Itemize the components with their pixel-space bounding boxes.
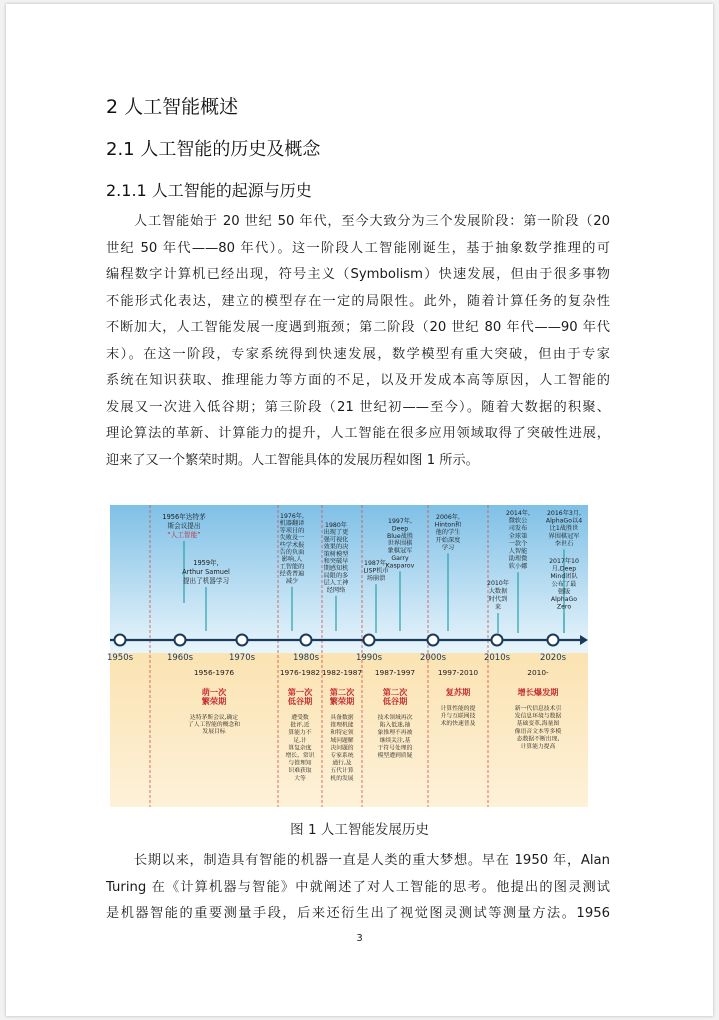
event-text: 1997年, bbox=[388, 518, 412, 525]
event-text: 出现了更 bbox=[323, 529, 349, 537]
heading-section: 2.1 人工智能的历史及概念 bbox=[106, 139, 321, 160]
event-text: 软小娜 bbox=[508, 563, 528, 571]
event-text: 些学术报 bbox=[279, 541, 305, 549]
event-text: 1987年, bbox=[364, 560, 388, 567]
period-desc: 发展目标 bbox=[202, 729, 226, 735]
text-line: 编程数字计算机已经出现，符号主义（Symbolism）快速发展，但由于很多事物 bbox=[106, 267, 610, 282]
period-desc: 识难获取 bbox=[288, 768, 312, 775]
decade-label: 2020s bbox=[539, 653, 567, 663]
decade-node bbox=[237, 635, 248, 646]
period-desc: 了人工智能的概念和 bbox=[187, 722, 241, 728]
event-text: 比1战胜世 bbox=[549, 525, 579, 533]
period-desc: 像语音文本等多模 bbox=[514, 728, 562, 735]
event-item bbox=[386, 517, 415, 569]
period-name: 第一次 bbox=[287, 687, 313, 697]
period-name: 萌一次 bbox=[201, 687, 227, 697]
period-desc: 术的快速普及 bbox=[440, 721, 476, 728]
event-text: 界围棋冠军 bbox=[548, 532, 580, 540]
period-desc: 新一代信息技术引 bbox=[514, 706, 562, 712]
period-desc: 大等 bbox=[294, 775, 306, 782]
event-text: 1956年达特茅 bbox=[162, 513, 206, 521]
period-years: 1987-1997 bbox=[374, 668, 416, 677]
period-desc: 达特茅斯会议,确定 bbox=[189, 715, 239, 721]
period-desc: 批评,近 bbox=[290, 722, 310, 729]
period-desc: 和特定领 bbox=[330, 730, 354, 737]
event-text: 象棋冠军 bbox=[387, 547, 413, 555]
event-item bbox=[280, 512, 305, 585]
period-years: 2010- bbox=[527, 668, 549, 677]
event-text: 世界围棋 bbox=[387, 540, 413, 548]
heading-subsection: 2.1.1 人工智能的起源与历史 bbox=[106, 181, 312, 200]
event-text: 微软公 bbox=[508, 517, 528, 525]
event-text: 2014年, bbox=[506, 510, 530, 517]
event-text: 强版 bbox=[557, 588, 571, 596]
event-item bbox=[324, 521, 350, 594]
period-desc: 具备数据 bbox=[330, 715, 354, 721]
decade-node bbox=[492, 635, 503, 646]
text-line: 末）。在这一阶段，专家系统得到快速发展，数学模型有重大突破，但由于专家 bbox=[106, 346, 610, 362]
event-text: 开始深度 bbox=[435, 536, 461, 544]
decade-node bbox=[548, 635, 559, 646]
event-text: 局限的多 bbox=[323, 572, 349, 580]
period-desc: 技术领域再次 bbox=[377, 715, 413, 721]
period-desc: 陷入低迷,抽 bbox=[379, 722, 411, 729]
event-text: 一款个 bbox=[508, 540, 528, 548]
period-name: 繁荣期 bbox=[329, 696, 355, 706]
event-text: 1976年, bbox=[280, 513, 304, 520]
page-number: 3 bbox=[356, 933, 363, 944]
event-text: LISP机市 bbox=[363, 567, 389, 575]
event-text: 他的学生 bbox=[435, 529, 461, 537]
event-text: 月,Deep bbox=[551, 565, 577, 573]
decade-label: 2010s bbox=[483, 653, 511, 663]
event-text: 策树模型 bbox=[323, 550, 349, 558]
event-text: “人工智能” bbox=[167, 531, 201, 539]
text-line: 人工智能始于 20 世纪 50 年代，至今大致分为三个发展阶段：第一阶段（20 bbox=[106, 214, 610, 229]
text-line: 不断加大，人工智能发展一度遇到瓶颈；第二阶段（20 世纪 80 年代——90 年代 bbox=[106, 320, 610, 335]
text-line: 世纪 50 年代——80 年代）。这一阶段人工智能刚诞生，基于抽象数学推理的可 bbox=[106, 240, 610, 256]
figure-caption: 图 1 人工智能发展历史 bbox=[290, 822, 429, 838]
event-text: 告的负面 bbox=[279, 549, 305, 556]
period-desc: 推理机能 bbox=[330, 722, 354, 729]
period-desc: 通行,及 bbox=[332, 760, 352, 767]
event-text: 等项目的 bbox=[279, 527, 305, 535]
period-desc: 专家系统 bbox=[330, 753, 354, 759]
decade-node bbox=[301, 635, 312, 646]
text-line: 理论算法的革新、计算能力的提升，人工智能在很多应用领域取得了突破性进展， bbox=[106, 426, 610, 441]
period-name: 繁荣期 bbox=[201, 696, 227, 706]
event-item bbox=[363, 559, 388, 582]
period-desc: 模型遭到质疑 bbox=[377, 753, 413, 759]
event-text: 2006年, bbox=[436, 514, 460, 521]
event-text: 公布了最 bbox=[551, 580, 577, 588]
event-text: 1980年 bbox=[325, 522, 347, 529]
event-text: 2010年 bbox=[487, 580, 509, 587]
event-text: 2017年10 bbox=[549, 558, 579, 565]
period-desc: 于符号处理的 bbox=[377, 745, 413, 752]
event-text: 大数据 bbox=[488, 588, 508, 595]
period-desc: 增长、常识 bbox=[285, 753, 315, 759]
period-years: 1976-1982 bbox=[279, 668, 321, 677]
period-years: 1997-2010 bbox=[437, 668, 479, 677]
period-desc: 计算性能的提 bbox=[440, 706, 476, 712]
text-line: 系统在知识获取、推理能力等方面的不足，以及开发成本高等原因，人工智能的 bbox=[106, 373, 610, 388]
event-text: 人智能 bbox=[508, 548, 528, 555]
period-desc: 发信息环境与数据 bbox=[514, 713, 562, 720]
period-desc: 计算能力提高 bbox=[520, 744, 556, 750]
event-text: 层人工神 bbox=[323, 579, 349, 587]
period-desc: 遭受数 bbox=[291, 715, 309, 721]
period-years: 1956-1976 bbox=[193, 668, 235, 677]
text-line: 迎来了又一个繁荣时期。人工智能具体的发展历程如图 1 所示。 bbox=[106, 452, 479, 468]
decade-node bbox=[364, 635, 375, 646]
event-text: 司发布 bbox=[508, 525, 528, 533]
event-text: 机器翻译 bbox=[279, 520, 305, 528]
decade-node bbox=[175, 635, 186, 646]
paragraph-turing bbox=[106, 848, 610, 928]
event-text: 斯会议提出 bbox=[167, 522, 201, 530]
heading-chapter: 2 人工智能概述 bbox=[106, 96, 239, 118]
text-line: 发展又一次进入低谷期；第三阶段（21 世纪初——至今）。随着大数据的积聚、 bbox=[106, 399, 610, 415]
period-desc: 继续关注,基 bbox=[379, 737, 411, 744]
event-text: 2016年3月, bbox=[546, 510, 582, 517]
text-line: Turing 在《计算机器与智能》中就阐述了对人工智能的思考。他提出的图灵测试 bbox=[106, 879, 610, 895]
event-item bbox=[549, 557, 579, 611]
period-name: 复苏期 bbox=[445, 687, 471, 697]
event-text: 期感知机 bbox=[323, 565, 349, 573]
event-text: 李世石 bbox=[554, 540, 574, 548]
event-text: Deep bbox=[391, 525, 409, 533]
event-text: 强可视化 bbox=[323, 536, 349, 544]
period-name: 第二次 bbox=[329, 687, 355, 697]
event-text: 工智能的 bbox=[279, 563, 305, 571]
event-item bbox=[506, 509, 530, 570]
decade-label: 1950s bbox=[106, 653, 134, 663]
event-text: Kasparov bbox=[385, 562, 415, 570]
event-text: AlphaGo以4 bbox=[545, 517, 583, 525]
period-desc: 足,计 bbox=[293, 737, 307, 744]
decade-label: 1980s bbox=[292, 653, 320, 663]
period-desc: 升与互联网技 bbox=[440, 713, 476, 720]
event-text: 经费普遍 bbox=[279, 570, 305, 578]
event-text: 效果的决 bbox=[323, 543, 349, 551]
event-text: 来 bbox=[494, 604, 502, 611]
period-desc: 象推理不再被 bbox=[377, 730, 413, 737]
event-text: Blue战胜 bbox=[386, 532, 414, 540]
period-desc: 决问题的 bbox=[330, 745, 354, 752]
event-text: Hinton和 bbox=[434, 521, 462, 529]
event-text: 影响,人 bbox=[281, 556, 303, 564]
decade-node bbox=[428, 635, 439, 646]
event-text: 时代到 bbox=[488, 596, 508, 603]
event-text: 失败及一 bbox=[279, 534, 305, 542]
period-desc: 算复杂度 bbox=[288, 745, 312, 752]
event-text: Garry bbox=[391, 555, 409, 562]
period-desc: 机的发展 bbox=[330, 775, 354, 782]
decade-label: 1960s bbox=[166, 653, 194, 663]
event-text: 助理微 bbox=[508, 555, 528, 563]
period-name: 低谷期 bbox=[382, 696, 408, 706]
text-line: 长期以来，制造具有智能的机器一直是人类的重大梦想。早在 1950 年，Alan bbox=[106, 853, 610, 868]
event-text: 经网络 bbox=[326, 586, 346, 594]
period-name: 低谷期 bbox=[287, 696, 313, 706]
period-desc: 基础变革,海量图 bbox=[516, 721, 560, 728]
event-text: 全球第 bbox=[508, 532, 528, 540]
event-text: 场崩溃 bbox=[366, 575, 386, 583]
decade-node bbox=[115, 635, 126, 646]
period-desc: 域问题解 bbox=[330, 737, 354, 744]
event-text: Arthur Samuel bbox=[182, 568, 230, 576]
text-line: 不能形式化表达，建立的模型存在一定的局限性。此外，随着计算任务的复杂性 bbox=[106, 293, 610, 309]
decade-label: 1990s bbox=[355, 653, 383, 663]
decade-label: 2000s bbox=[419, 653, 447, 663]
period-desc: 态数据不断出现, bbox=[516, 736, 560, 743]
period-desc: 五代计算 bbox=[330, 768, 354, 775]
event-text: Mind团队 bbox=[550, 573, 578, 581]
period-desc: 与推理知 bbox=[288, 760, 312, 767]
event-item bbox=[162, 512, 206, 539]
period-years: 1982-1987 bbox=[321, 668, 363, 677]
event-text: 减少 bbox=[285, 577, 299, 585]
period-desc: 算能力不 bbox=[288, 730, 312, 737]
decade-label: 1970s bbox=[228, 653, 256, 663]
text-line: 是机器智能的重要测量手段，后来还衍生出了视觉图灵测试等测量方法。1956 bbox=[106, 906, 610, 921]
event-text: 和突破早 bbox=[323, 558, 349, 565]
figure-ai-timeline bbox=[106, 505, 588, 807]
event-text: 学习 bbox=[441, 544, 455, 552]
event-text: 提出了机器学习 bbox=[182, 577, 230, 585]
event-text: AlphaGo bbox=[550, 596, 578, 603]
period-name: 第二次 bbox=[382, 687, 408, 697]
event-text: Zero bbox=[556, 603, 572, 611]
paragraph-history bbox=[106, 209, 610, 474]
event-text: 1959年, bbox=[193, 559, 219, 567]
period-name: 增长爆发期 bbox=[517, 687, 559, 697]
